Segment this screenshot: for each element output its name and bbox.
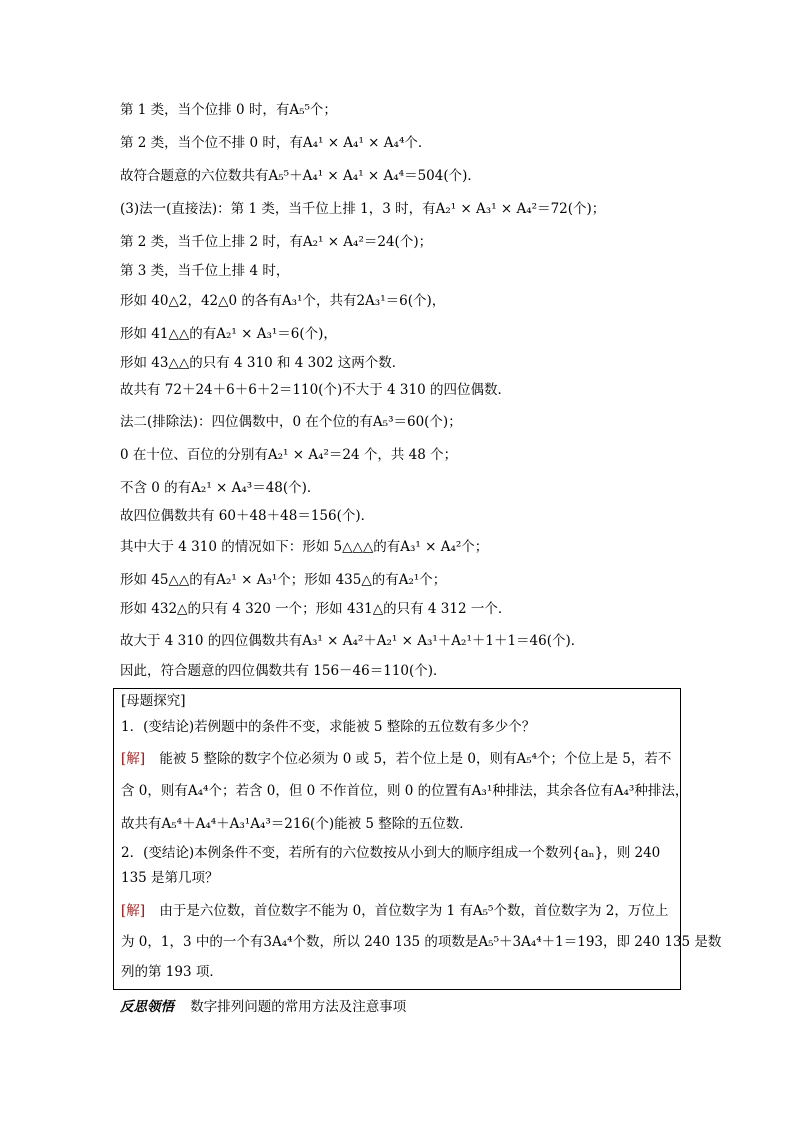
solution-line: 形如 43△△的只有 4 310 和 4 302 这两个数．: [120, 355, 406, 371]
solution-line: 其中大于 4 310 的情况如下：形如 5△△△的有A₃¹ × A₄²个；: [120, 539, 489, 555]
solution-line: 形如 432△的只有 4 320 一个；形如 431△的只有 4 312 一个．: [120, 601, 512, 617]
solution-line: 法二(排除法)：四位偶数中，0 在个位的有A₅³＝60(个)；: [120, 414, 462, 430]
solution-line: 0 在十位、百位的分别有A₂¹ × A₄²＝24 个，共 48 个；: [120, 447, 458, 463]
solution-line: 第 2 类，当千位上排 2 时，有A₂¹ × A₄²＝24(个)；: [120, 234, 433, 250]
answer-tag: [解]: [121, 903, 146, 919]
solution-line: 不含 0 的有A₂¹ × A₄³＝48(个)．: [120, 480, 321, 496]
answer-2-line: 为 0，1，3 中的一个有3A₄⁴个数，所以 240 135 的项数是A₅⁵＋3A₄⁴＋1＝193，即 240 135 是数: [121, 934, 722, 950]
answer-2-line: [解] 由于是六位数，首位数字不能为 0，首位数字为 1 有A₅⁵个数，首位数字为 2，万位上: [121, 903, 669, 919]
solution-line: 因此，符合题意的四位偶数共有 156－46＝110(个)．: [120, 663, 447, 679]
solution-line: 第 3 类，当千位上排 4 时，: [120, 263, 290, 279]
solution-line: 第 2 类，当个位不排 0 时，有A₄¹ × A₄¹ × A₄⁴个．: [120, 135, 432, 151]
answer-1-line: 故共有A₅⁴＋A₄⁴＋A₃¹A₄³＝216(个)能被 5 整除的五位数．: [121, 816, 473, 832]
reflection-heading: [120, 995, 406, 1015]
solution-line: 形如 41△△的有A₂¹ × A₃¹＝6(个)，: [120, 326, 337, 342]
reflection-title: 反思领悟: [120, 999, 174, 1015]
question-1: 1．(变结论)若例题中的条件不变，求能被 5 整除的五位数有多少个？: [121, 719, 536, 735]
solution-line: 故共有 72＋24＋6＋6＋2＝110(个)不大于 4 310 的四位偶数．: [120, 382, 511, 398]
box-title: [母题探究]: [121, 693, 186, 709]
solution-line: (3)法一(直接法)：第 1 类，当千位上排 1，3 时，有A₂¹ × A₃¹ × A₄²＝72(个)；: [120, 201, 606, 217]
question-2: 135 是第几项？: [121, 870, 219, 886]
solution-line: 故四位偶数共有 60＋48＋48＝156(个)．: [120, 508, 375, 524]
answer-1-line: 含 0，则有A₄⁴个；若含 0，但 0 不作首位，则 0 的位置有A₃¹种排法，其余各位有A₄³种排法，: [121, 783, 689, 799]
answer-tag: [解]: [121, 751, 146, 767]
solution-line: 形如 45△△的有A₂¹ × A₃¹个；形如 435△的有A₂¹个；: [120, 572, 447, 588]
reflection-text: 数字排列问题的常用方法及注意事项: [190, 999, 407, 1015]
answer-1-line: [解] 能被 5 整除的数字个位必须为 0 或 5，若个位上是 0，则有A₅⁴个；个位上是 5，若不: [121, 751, 672, 767]
solution-line: 故大于 4 310 的四位偶数共有A₃¹ × A₄²＋A₂¹ × A₃¹＋A₂¹＋1＋1＝46(个)．: [120, 633, 585, 649]
solution-line: 形如 40△2，42△0 的各有A₃¹个，共有2A₃¹＝6(个)，: [120, 293, 446, 309]
solution-line: 第 1 类，当个位排 0 时，有A₅⁵个；: [120, 102, 337, 118]
solution-line: 故符合题意的六位数共有A₅⁵＋A₄¹ × A₄¹ × A₄⁴＝504(个)．: [120, 168, 481, 184]
question-2: 2．(变结论)本例条件不变，若所有的六位数按从小到大的顺序组成一个数列{aₙ}，则 240: [121, 845, 661, 861]
exploration-box: [113, 688, 722, 990]
answer-2-line: 列的第 193 项．: [121, 964, 223, 980]
